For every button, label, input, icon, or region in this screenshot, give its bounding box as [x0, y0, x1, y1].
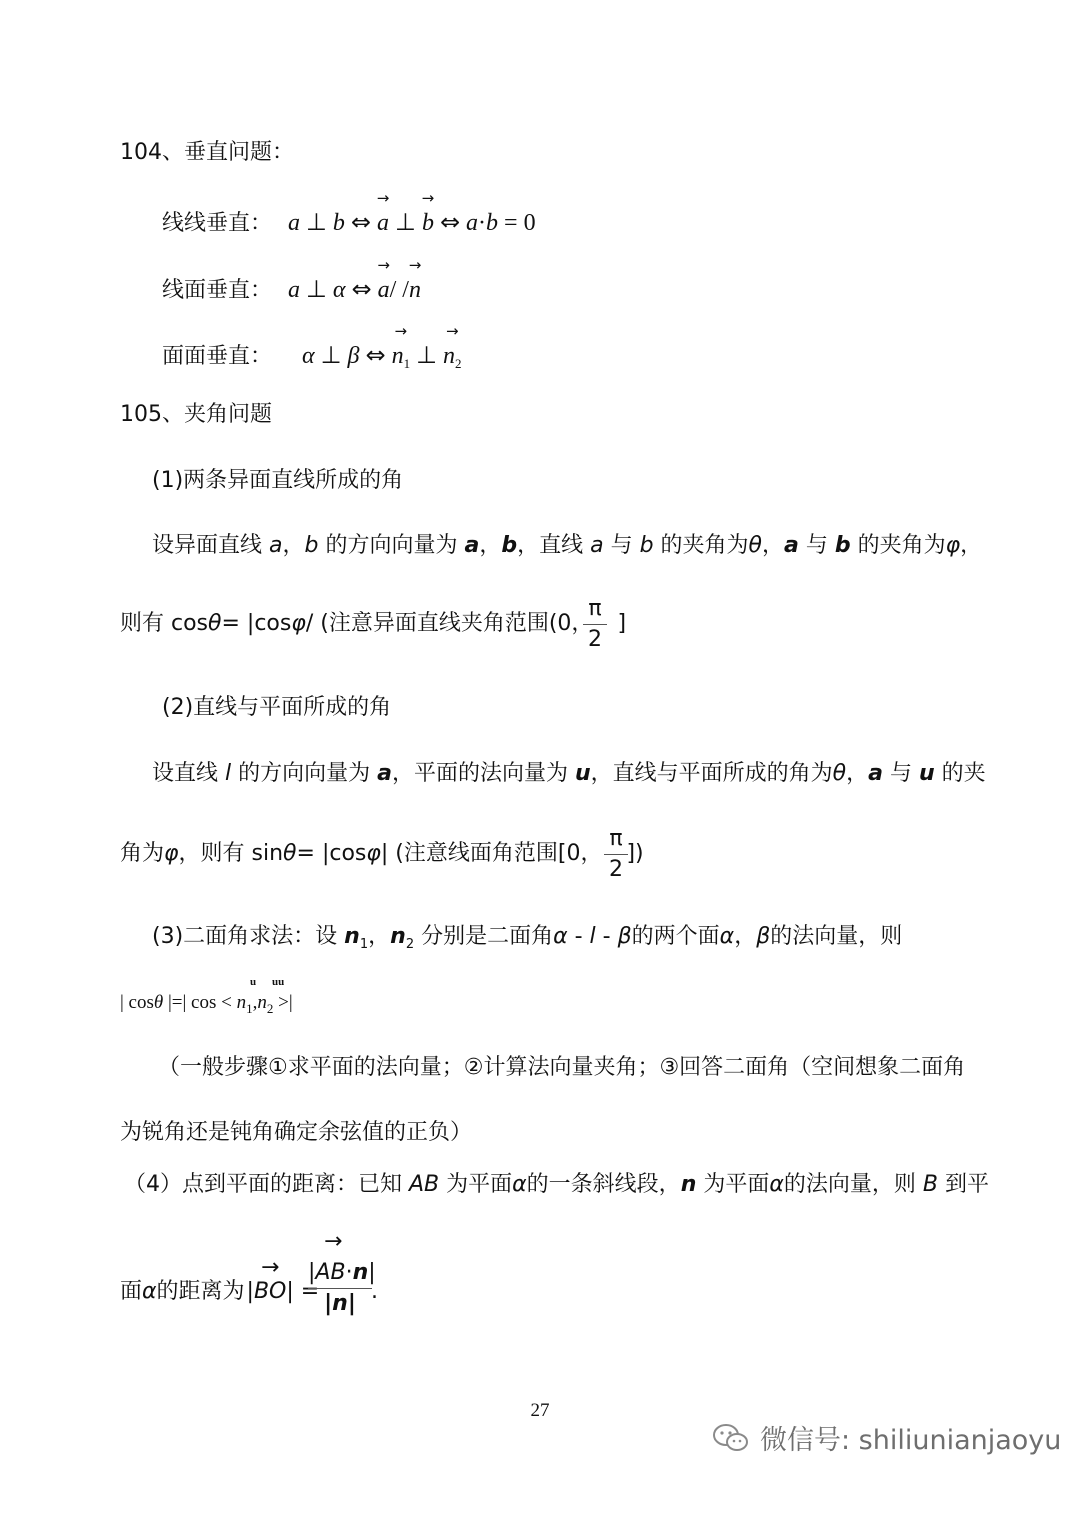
watermark: [712, 1418, 1061, 1457]
watermark-text: 微信号: shiliunianjaoyu: [760, 1425, 1062, 1456]
page-number: 27: [530, 1400, 550, 1421]
wechat-icon: [712, 1422, 750, 1454]
para-line-plane: 设直线 l 的方向向量为 a，平面的法向量为 u，直线与平面所成的角为θ，a 与 u 的夹: [152, 761, 986, 786]
label-line-line: 线线垂直：: [162, 211, 273, 236]
heading-105: 105、夹角问题: [120, 402, 272, 427]
para-skew-lines-formula: 则有 cosθ= |cosφ/ (注意异面直线夹角范围(0， ]: [120, 611, 627, 636]
line-perp-line-line: 线线垂直： a ⊥ b ⇔ → a ⊥ → b ⇔ a·b = 0: [162, 189, 536, 236]
fraction-pi-over-2-b: π 2: [604, 824, 628, 885]
para-skew-lines: 设异面直线 a，b 的方向向量为 a，b，直线 a 与 b 的夹角为θ，a 与 b 的夹角为φ，: [152, 533, 983, 558]
vector-mark-n1: u: [250, 976, 257, 988]
para-dihedral: (3)二面角求法：设 $n_1$，$n_2$ 分别是二面角α - l - β的两个面α，β的法向量，则: [152, 924, 903, 952]
para-line-plane-formula: 角为φ，则有 sinθ= |cosφ| (注意线面角范围[0， ]): [120, 841, 644, 866]
line-perp-line-plane: 线面垂直： a ⊥ α ⇔ → a/ / → n: [162, 256, 422, 303]
distance-period: .: [371, 1279, 378, 1304]
para-dihedral-steps-2: 为锐角还是钝角确定余弦值的正负）: [120, 1120, 473, 1145]
vector-mark-n2: uu: [272, 976, 285, 988]
subheading-skew-lines: (1)两条异面直线所成的角: [152, 468, 404, 493]
para-dihedral-steps-1: （一般步骤①求平面的法向量；②计算法向量夹角；③回答二面角（空间想象二面角: [158, 1055, 966, 1080]
fraction-distance: → |AB·n| |n|: [308, 1229, 376, 1316]
heading-104: 104、垂直问题：: [120, 140, 294, 165]
fraction-pi-over-2-a: π 2: [583, 594, 607, 655]
subheading-line-plane: (2)直线与平面所成的角: [162, 695, 392, 720]
formula-dihedral-cos: | cosθ |=| $\cos < n_1,n_2$ >|: [120, 992, 293, 1016]
para-point-plane-distance: （4）点到平面的距离：已知 AB 为平面α的一条斜线段，n 为平面α的法向量，则 B 到平: [124, 1172, 989, 1197]
label-plane-plane: 面面垂直：: [162, 344, 273, 369]
label-line-plane: 线面垂直：: [162, 278, 273, 303]
para-distance-formula: 面α的距离为 → |BO| =: [120, 1255, 320, 1304]
line-perp-plane-plane: 面面垂直： α ⊥ β ⇔ → $n_1$ ⊥ → $n_2$: [162, 322, 462, 371]
